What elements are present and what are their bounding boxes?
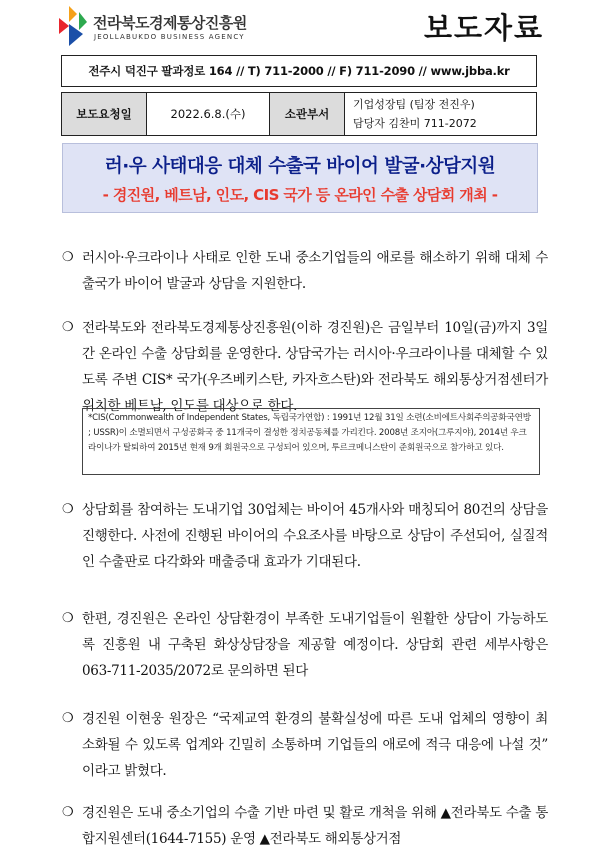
headline-main: 러·우 사태대응 대체 수출국 바이어 발굴·상담지원 <box>104 156 496 177</box>
paragraph-5 <box>62 706 548 784</box>
paragraph-text: 한편, 경진원은 온라인 상담환경이 부족한 도내기업들이 원활한 상담이 가능하도록 진흥원 내 구축된 화상상담장을 제공할 예정이다. 상담회 관련 세부사항은 063-711-2035/2072로 문의하면 된다 <box>82 611 548 679</box>
address-line: 전주시 덕진구 팔과정로 164 // T) 711-2000 // F) 711-2090 // www.jbba.kr <box>62 56 537 87</box>
paragraph-2 <box>62 315 548 419</box>
paragraph-text: 전라북도와 전라북도경제통상진흥원(이하 경진원)은 금일부터 10일(금)까지 3일간 온라인 수출 상담회를 운영한다. 상담국가는 러시아·우크라이나를 대체할 수 있도록 주변 CIS* 국가(우즈베키스탄, 카자흐스탄)와 전라북도 해외통상거점센터가 위치한 베트남, 인도를 대상으로 한다. <box>82 320 548 414</box>
request-date-label: 보도요청일 <box>62 93 147 136</box>
request-date-value: 2022.6.8.(수) <box>147 93 270 136</box>
paragraph-6 <box>62 800 548 852</box>
bullet-circle-icon: ❍ <box>62 502 74 517</box>
bullet-circle-icon: ❍ <box>62 320 74 335</box>
dept-contact: 담당자 김찬미 711-2072 <box>353 117 477 130</box>
headline-sub: - 경진원, 베트남, 인도, CIS 국가 등 온라인 수출 상담회 개최 - <box>102 186 498 204</box>
dept-team: 기업성장팀 (팀장 전진우) <box>353 98 475 111</box>
paragraph-1 <box>62 245 548 297</box>
headline-box <box>62 143 538 213</box>
bullet-circle-icon: ❍ <box>62 250 74 265</box>
paragraph-text: 경진원은 도내 중소기업의 수출 기반 마련 및 활로 개척을 위해 ▲전라북도 수출 통합지원센터(1644-7155) 운영 ▲전라북도 해외통상거점 <box>82 805 548 847</box>
dept-label: 소관부서 <box>270 93 345 136</box>
dept-info <box>345 93 537 136</box>
contact-info-table <box>61 55 537 136</box>
paragraph-text: 경진원 이현웅 원장은 “국제교역 환경의 불확실성에 따른 도내 업체의 영향이 최소화될 수 있도록 업계와 긴밀히 소통하며 기업들의 애로에 적극 대응에 나설 것” 이라고 밝혔다. <box>82 711 548 779</box>
paragraph-text: 상담회를 참여하는 도내기업 30업체는 바이어 45개사와 매칭되어 80건의 상담을 진행한다. 사전에 진행된 바이어의 수요조사를 바탕으로 상담이 주선되어, 실질적인 수출판로 다각화와 매출증대 효과가 기대된다. <box>82 502 548 570</box>
paragraph-3 <box>62 497 548 575</box>
bullet-circle-icon: ❍ <box>62 711 74 726</box>
org-name-en: JEOLLABUKDO BUSINESS AGENCY <box>94 33 245 41</box>
org-logo-icon <box>55 4 89 48</box>
org-logo <box>55 4 275 48</box>
org-name-kr: 전라북도경제통상진흥원 <box>93 14 247 32</box>
footnote-box: *CIS(Commonwealth of Independent States, 독립국가연합) : 1991년 12월 31일 소련(소비에트사회주의공화국연방 ; USSR)이 소멸되면서 구성공화국 중 11개국이 결성한 정치공동체를 가리킨다. 2008년 조지아(그루지야), 2014년 우크라이나가 탈퇴하여 2015년 현재 9개 회원국으로 구성되어 있으며, 투르크메니스탄이 준회원국으로 참가하고 있다. <box>82 408 540 475</box>
paragraph-4 <box>62 606 548 684</box>
bullet-circle-icon: ❍ <box>62 611 74 626</box>
document-type-title: 보도자료 <box>423 11 544 45</box>
bullet-circle-icon: ❍ <box>62 805 74 820</box>
paragraph-text: 러시아·우크라이나 사태로 인한 도내 중소기업들의 애로를 해소하기 위해 대체 수출국가 바이어 발굴과 상담을 지원한다. <box>82 250 548 292</box>
